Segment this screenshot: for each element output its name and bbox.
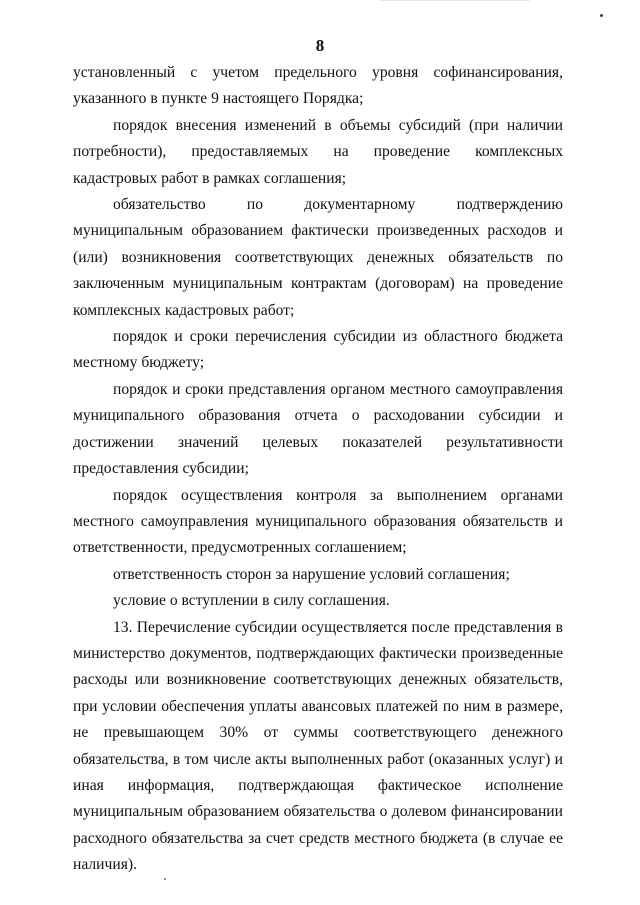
- document-body: [73, 60, 563, 879]
- scan-speck: [164, 878, 166, 880]
- paragraph-transfer-procedure: порядок и сроки перечисления субсидии из областного бюджета местному бюджету;: [73, 328, 563, 372]
- paragraph-documentary-confirmation: обязательство по документарному подтверждению муниципальным образованием фактически произведенных расходов и (или) возникновения соответствующих денежных обязательств по заключенным муниципальным контрактам (договорам) на проведение комплексных кадастровых работ;: [73, 196, 563, 319]
- paragraph-subsidy-amendment: порядок внесения изменений в объемы субсидий (при наличии потребности), предоставляемых на проведение комплексных кадастровых работ в рамках соглашения;: [73, 116, 563, 187]
- paragraph-section-13: 13. Перечисление субсидии осуществляется после представления в министерство документов, подтверждающих фактически произведенные расходы или возникновение соответствующих денежных обязательств, при условии обеспечения уплаты авансовых платежей по ним в размере, не превышающем 30% от суммы соответствующего денежного обязательства, в том числе акты выполненных работ (оказанных услуг) и иная информация, подтверждающая фактическое исполнение муниципальным образованием обязательства о долевом финансировании расходного обязательства за счет средств местного бюджета (в случае ее наличия).: [73, 618, 563, 874]
- paragraph-entry-into-force: условие о вступлении в силу соглашения.: [113, 592, 390, 610]
- paragraph-control-procedure: порядок осуществления контроля за выполнением органами местного самоуправления муниципального образования обязательств и ответственности, предусмотренных соглашением;: [73, 486, 563, 557]
- paragraph-cofinancing-level: установленный с учетом предельного уровня софинансирования, указанного в пункте 9 настоящего Порядка;: [73, 64, 563, 108]
- paragraph-liability: ответственность сторон за нарушение условий соглашения;: [113, 565, 510, 583]
- scan-speck: [600, 14, 603, 17]
- scan-edge-mark: [380, 0, 530, 1]
- page-number: 8: [315, 36, 325, 55]
- paragraph-reporting-procedure: порядок и сроки представления органом местного самоуправления муниципального образования отчета о расходовании субсидии и достижении значений целевых показателей результативности предоставления субсидии;: [73, 380, 563, 478]
